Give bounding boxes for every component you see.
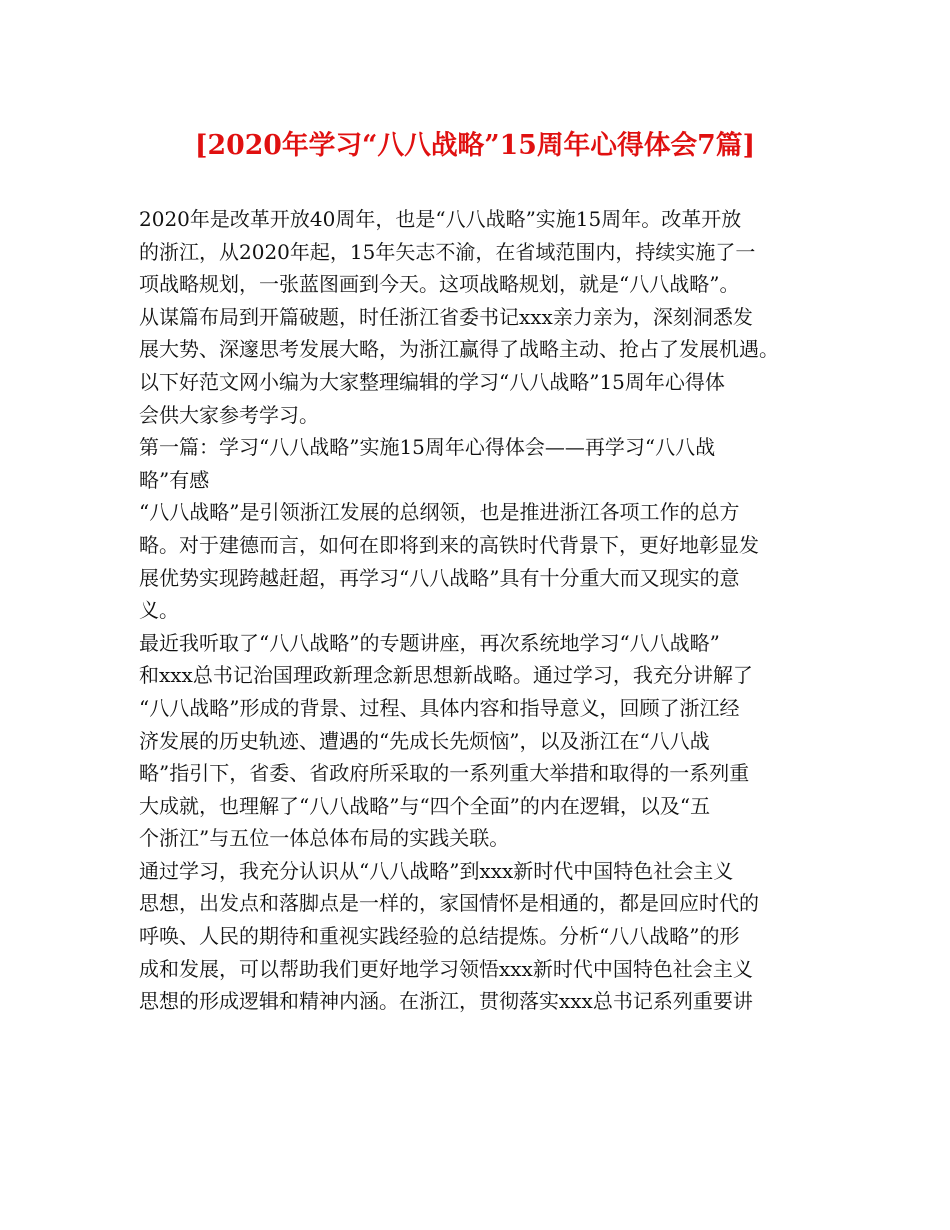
body-line: 大成就，也理解了“八八战略”与“四个全面”的内在逻辑，以及“五: [139, 793, 711, 818]
body-line: “八八战略”形成的背景、过程、具体内容和指导意义，回顾了浙江经: [139, 695, 740, 720]
document-title: [2020年学习“八八战略”15周年心得体会7篇]: [194, 130, 756, 161]
body-line: 思想，出发点和落脚点是一样的，家国情怀是相通的，都是回应时代的: [139, 891, 759, 916]
body-line: 义。: [139, 598, 179, 623]
document-body: [139, 203, 829, 1018]
body-line: 思想的形成逻辑和精神内涵。在浙江，贯彻落实xxx总书记系列重要讲: [139, 989, 753, 1014]
body-line: 的浙江，从2020年起，15年矢志不渝，在省域范围内，持续实施了一: [139, 239, 756, 264]
body-line: 济发展的历史轨迹、遭遇的“先成长先烦恼”，以及浙江在“八八战: [139, 728, 710, 753]
body-line: 略。对于建德而言，如何在即将到来的高铁时代背景下，更好地彰显发: [139, 532, 759, 557]
body-line: 成和发展，可以帮助我们更好地学习领悟xxx新时代中国特色社会主义: [139, 956, 753, 981]
body-line: “八八战略”是引领浙江发展的总纲领，也是推进浙江各项工作的总方: [139, 500, 740, 525]
body-line: 展大势、深邃思考发展大略，为浙江赢得了战略主动、抢占了发展机遇。: [139, 337, 779, 362]
body-line: 呼唤、人民的期待和重视实践经验的总结提炼。分析“八八战略”的形: [139, 924, 740, 949]
body-line: 从谋篇布局到开篇破题，时任浙江省委书记xxx亲力亲为，深刻洞悉发: [139, 304, 753, 329]
body-line: 略”有感: [139, 467, 210, 492]
body-line: 2020年是改革开放40周年，也是“八八战略”实施15周年。改革开放: [139, 207, 742, 231]
body-line: 第一篇：学习“八八战略”实施15周年心得体会——再学习“八八战: [139, 435, 716, 460]
body-line: 个浙江”与五位一体总体布局的实践关联。: [139, 826, 510, 851]
body-line: 通过学习，我充分认识从“八八战略”到xxx新时代中国特色社会主义: [139, 858, 734, 883]
body-line: 和xxx总书记治国理政新理念新思想新战略。通过学习，我充分讲解了: [139, 663, 753, 688]
body-line: 略”指引下，省委、省政府所采取的一系列重大举措和取得的一系列重: [139, 761, 750, 786]
body-line: 会供大家参考学习。: [139, 402, 319, 427]
body-line: 项战略规划，一张蓝图画到今天。这项战略规划，就是“八八战略”。: [139, 272, 740, 297]
body-line: 展优势实现跨越赶超，再学习“八八战略”具有十分重大而又现实的意: [139, 565, 740, 590]
body-line: 以下好范文网小编为大家整理编辑的学习“八八战略”15周年心得体: [139, 369, 725, 394]
body-line: 最近我听取了“八八战略”的专题讲座，再次系统地学习“八八战略”: [139, 630, 720, 655]
